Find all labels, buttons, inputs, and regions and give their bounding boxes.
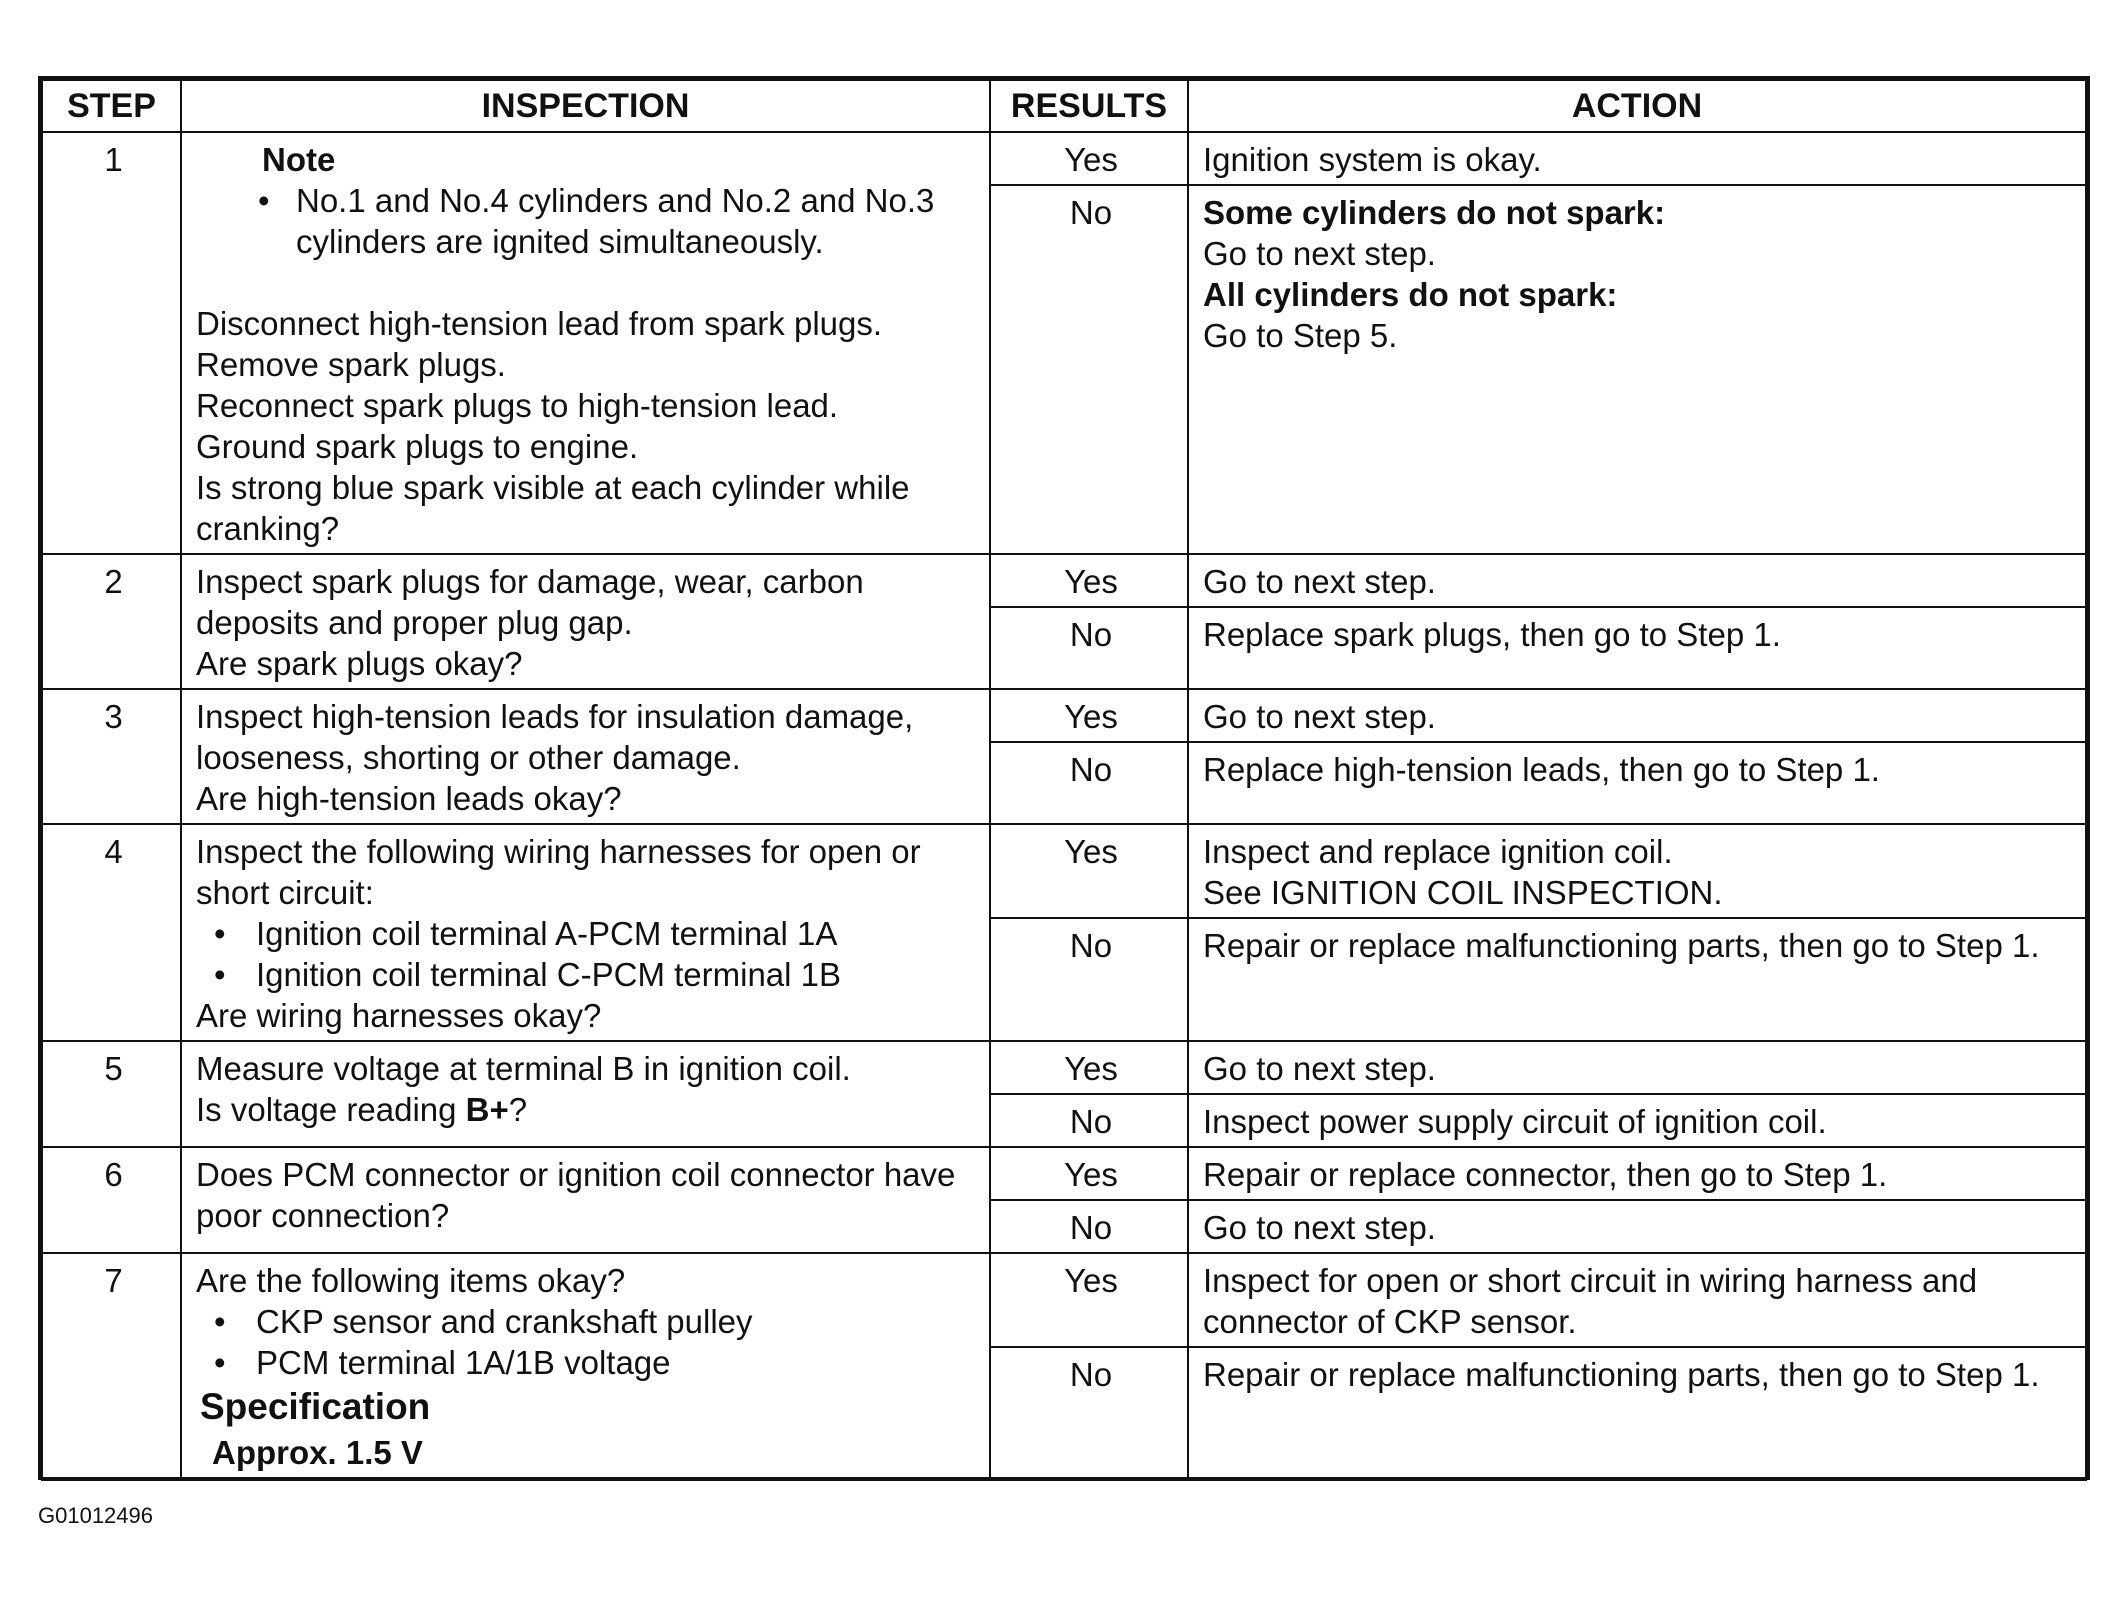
action-yes: Inspect for open or short circuit in wiring harness and connector of CKP sensor. — [1188, 1253, 2086, 1347]
inspection-cell: Does PCM connector or ignition coil connector have poor connection? — [181, 1147, 990, 1253]
result-no: No — [990, 1200, 1188, 1253]
inspection-question: Are high-tension leads okay? — [196, 780, 622, 817]
question-mark: ? — [508, 1091, 528, 1128]
note-title: Note — [262, 141, 336, 178]
action-no: Repair or replace malfunctioning parts, then go to Step 1. — [1188, 918, 2086, 1041]
action-yes: Ignition system is okay. — [1188, 132, 2086, 185]
step-number: 2 — [42, 554, 181, 689]
table-header-row — [42, 80, 2086, 132]
inspection-cell — [181, 132, 990, 554]
action-yes — [1188, 824, 2086, 918]
inspection-cell — [181, 689, 990, 824]
action-no — [1188, 185, 2086, 554]
inspection-line: Inspect spark plugs for damage, wear, carbon deposits and proper plug gap. — [196, 563, 864, 641]
header-action: ACTION — [1188, 80, 2086, 132]
action-no: Replace spark plugs, then go to Step 1. — [1188, 607, 2086, 689]
step-number: 1 — [42, 132, 181, 554]
inspection-cell — [181, 554, 990, 689]
inspection-line: Inspect high-tension leads for insulation damage, looseness, shorting or other damage. — [196, 698, 914, 776]
action-yes: Repair or replace connector, then go to Step 1. — [1188, 1147, 2086, 1200]
action-line: Go to Step 5. — [1203, 317, 1398, 354]
list-item: • CKP sensor and crankshaft pulley — [196, 1301, 979, 1342]
voltage-value: B+ — [465, 1091, 509, 1128]
note-list — [196, 180, 979, 262]
inspection-line: Ground spark plugs to engine. — [196, 428, 639, 465]
result-no: No — [990, 742, 1188, 824]
inspection-line: Inspect the following wiring harnesses for open or short circuit: — [196, 833, 921, 911]
result-yes: Yes — [990, 1147, 1188, 1200]
result-no: No — [990, 918, 1188, 1041]
action-no: Inspect power supply circuit of ignition coil. — [1188, 1094, 2086, 1147]
specification-title: Specification — [200, 1386, 431, 1427]
inspection-question: Are wiring harnesses okay? — [196, 997, 602, 1034]
inspection-bullet-list — [196, 1301, 979, 1383]
result-yes: Yes — [990, 689, 1188, 742]
header-results: RESULTS — [990, 80, 1188, 132]
action-heading: Some cylinders do not spark: — [1203, 194, 1666, 231]
figure-id: G01012496 — [38, 1503, 153, 1528]
note-bullet: • No.1 and No.4 cylinders and No.2 and No.3 cylinders are ignited simultaneously. — [196, 180, 979, 262]
table-row — [42, 1253, 2086, 1347]
action-line: Go to next step. — [1203, 235, 1436, 272]
inspection-line: Remove spark plugs. — [196, 346, 506, 383]
result-yes: Yes — [990, 1041, 1188, 1094]
diagnostic-table-frame — [38, 76, 2090, 1480]
table-row — [42, 132, 2086, 185]
step-number: 4 — [42, 824, 181, 1041]
inspection-question: Is strong blue spark visible at each cylinder while cranking? — [196, 469, 910, 547]
list-item: • Ignition coil terminal C-PCM terminal 1B — [196, 954, 979, 995]
list-item: • PCM terminal 1A/1B voltage — [196, 1342, 979, 1383]
table-row — [42, 824, 2086, 918]
step-number: 7 — [42, 1253, 181, 1480]
result-no: No — [990, 185, 1188, 554]
header-inspection: INSPECTION — [181, 80, 990, 132]
action-yes: Go to next step. — [1188, 554, 2086, 607]
table-row — [42, 1147, 2086, 1200]
inspection-bullet-list — [196, 913, 979, 995]
inspection-question — [196, 1089, 979, 1130]
inspection-question: Are spark plugs okay? — [196, 645, 523, 682]
action-no: Go to next step. — [1188, 1200, 2086, 1253]
inspection-line: Reconnect spark plugs to high-tension lead. — [196, 387, 839, 424]
result-yes: Yes — [990, 554, 1188, 607]
result-yes: Yes — [990, 1253, 1188, 1347]
table-row — [42, 689, 2086, 742]
result-yes: Yes — [990, 824, 1188, 918]
action-no: Replace high-tension leads, then go to Step 1. — [1188, 742, 2086, 824]
action-yes: Go to next step. — [1188, 1041, 2086, 1094]
action-heading: All cylinders do not spark: — [1203, 276, 1618, 313]
inspection-cell — [181, 824, 990, 1041]
action-no: Repair or replace malfunctioning parts, then go to Step 1. — [1188, 1347, 2086, 1480]
step-number: 3 — [42, 689, 181, 824]
diagnostic-procedure-table — [41, 79, 2087, 1481]
inspection-line: Measure voltage at terminal B in ignition coil. — [196, 1050, 851, 1087]
result-no: No — [990, 607, 1188, 689]
inspection-cell — [181, 1041, 990, 1147]
list-item: • Ignition coil terminal A-PCM terminal 1A — [196, 913, 979, 954]
result-yes: Yes — [990, 132, 1188, 185]
action-line: Inspect and replace ignition coil. — [1203, 833, 1673, 870]
result-no: No — [990, 1094, 1188, 1147]
question-text: Is voltage reading — [196, 1091, 466, 1128]
table-row — [42, 1041, 2086, 1094]
action-line: See IGNITION COIL INSPECTION. — [1203, 874, 1723, 911]
step-number: 5 — [42, 1041, 181, 1147]
action-yes: Go to next step. — [1188, 689, 2086, 742]
inspection-line: Disconnect high-tension lead from spark plugs. — [196, 305, 883, 342]
header-step: STEP — [42, 80, 181, 132]
inspection-cell — [181, 1253, 990, 1480]
table-row — [42, 554, 2086, 607]
step-number: 6 — [42, 1147, 181, 1253]
specification-value: Approx. 1.5 V — [212, 1434, 423, 1471]
inspection-line: Are the following items okay? — [196, 1262, 626, 1299]
result-no: No — [990, 1347, 1188, 1480]
